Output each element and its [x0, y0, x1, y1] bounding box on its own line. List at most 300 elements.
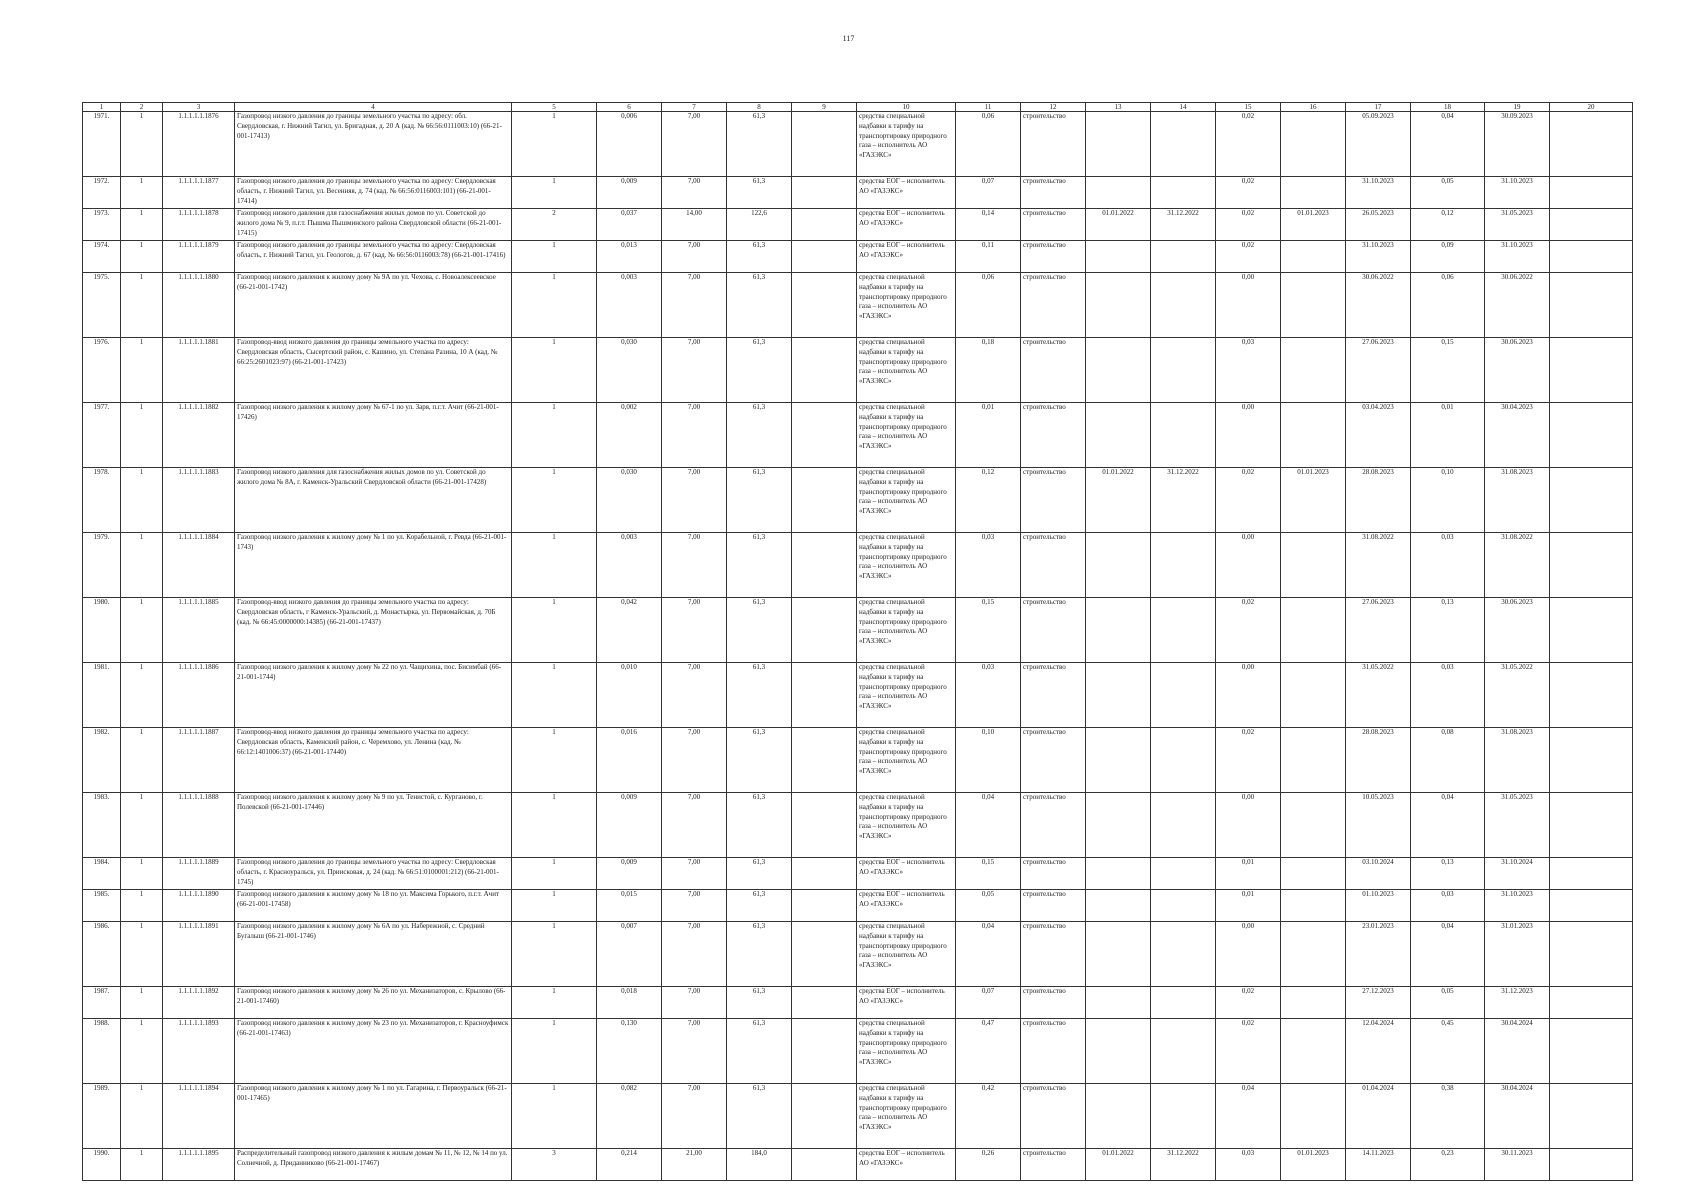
- table-cell-col-3: 1.1.1.1.1.1895: [163, 1149, 235, 1181]
- table-cell-col-11: 0,07: [956, 987, 1021, 1019]
- table-cell-col-4: Газопровод низкого давления до границы земельного участка по адресу: обл. Свердловская, г. Нижний Тагил, ул. Бригадная, д. 20 А (кад. № 66:56:0111003:10) (66-21-001-17413): [235, 112, 512, 177]
- table-cell-col-6: 0,007: [597, 922, 662, 987]
- table-row: [83, 1084, 1633, 1149]
- table-cell-col-19: 31.12.2023: [1485, 987, 1550, 1019]
- table-cell-col-13: [1086, 793, 1151, 858]
- table-cell-col-15: 0,02: [1216, 468, 1281, 533]
- table-cell-col-8: 61,3: [727, 112, 792, 177]
- table-cell-col-9: [792, 533, 857, 598]
- table-cell-col-17: 28.08.2023: [1346, 468, 1411, 533]
- table-cell-col-10: средства ЕОГ – исполнитель АО «ГАЗЭКС»: [857, 858, 956, 890]
- table-cell-col-2: 1: [121, 241, 163, 273]
- table-row: [83, 793, 1633, 858]
- table-cell-col-5: 1: [512, 858, 597, 890]
- table-cell-col-18: 0,38: [1411, 1084, 1485, 1149]
- table-cell-col-14: [1151, 403, 1216, 468]
- table-cell-col-16: [1281, 533, 1346, 598]
- table-cell-col-19: 30.06.2023: [1485, 338, 1550, 403]
- table-cell-col-8: 61,3: [727, 1084, 792, 1149]
- table-cell-col-6: 0,002: [597, 403, 662, 468]
- table-cell-col-14: [1151, 241, 1216, 273]
- table-cell-col-10: средства специальной надбавки к тарифу на транспортировку природного газа – исполнитель АО «ГАЗЭКС»: [857, 273, 956, 338]
- table-cell-col-10: средства ЕОГ – исполнитель АО «ГАЗЭКС»: [857, 177, 956, 209]
- table-cell-col-19: 31.08.2023: [1485, 468, 1550, 533]
- table-cell-col-2: 1: [121, 793, 163, 858]
- table-cell-col-17: 31.08.2022: [1346, 533, 1411, 598]
- table-row: [83, 177, 1633, 209]
- table-cell-col-9: [792, 403, 857, 468]
- table-cell-col-18: 0,08: [1411, 728, 1485, 793]
- table-cell-col-10: средства ЕОГ – исполнитель АО «ГАЗЭКС»: [857, 1149, 956, 1181]
- table-cell-col-5: 1: [512, 403, 597, 468]
- table-cell-col-2: 1: [121, 273, 163, 338]
- table-cell-col-3: 1.1.1.1.1.1891: [163, 922, 235, 987]
- table-cell-col-11: 0,03: [956, 533, 1021, 598]
- table-cell-col-12: строительство: [1021, 112, 1086, 177]
- table-cell-col-20: [1550, 403, 1633, 468]
- table-cell-col-18: 0,05: [1411, 177, 1485, 209]
- table-cell-col-4: Газопровод низкого давления к жилому дому № 26 по ул. Механизаторов, с. Крылово (66-21-001-17460): [235, 987, 512, 1019]
- table-cell-col-18: 0,10: [1411, 468, 1485, 533]
- table-cell-col-10: средства специальной надбавки к тарифу на транспортировку природного газа – исполнитель АО «ГАЗЭКС»: [857, 1084, 956, 1149]
- table-cell-col-16: [1281, 338, 1346, 403]
- table-cell-col-20: [1550, 112, 1633, 177]
- table-cell-col-11: 0,07: [956, 177, 1021, 209]
- table-cell-col-13: 01.01.2022: [1086, 468, 1151, 533]
- table-cell-col-10: средства специальной надбавки к тарифу на транспортировку природного газа – исполнитель АО «ГАЗЭКС»: [857, 728, 956, 793]
- table-cell-col-13: [1086, 858, 1151, 890]
- table-cell-col-1: 1981.: [83, 663, 121, 728]
- table-cell-col-12: строительство: [1021, 858, 1086, 890]
- table-cell-col-5: 1: [512, 598, 597, 663]
- table-cell-col-19: 31.05.2023: [1485, 209, 1550, 241]
- column-header-9: 9: [792, 103, 857, 112]
- table-cell-col-3: 1.1.1.1.1.1886: [163, 663, 235, 728]
- table-cell-col-20: [1550, 858, 1633, 890]
- table-cell-col-11: 0,11: [956, 241, 1021, 273]
- table-cell-col-18: 0,04: [1411, 793, 1485, 858]
- table-cell-col-2: 1: [121, 533, 163, 598]
- table-cell-col-3: 1.1.1.1.1.1890: [163, 890, 235, 922]
- table-cell-col-16: 01.01.2023: [1281, 468, 1346, 533]
- table-cell-col-6: 0,009: [597, 177, 662, 209]
- column-header-11: 11: [956, 103, 1021, 112]
- table-row: [83, 468, 1633, 533]
- table-cell-col-7: 7,00: [662, 533, 727, 598]
- column-header-16: 16: [1281, 103, 1346, 112]
- table-cell-col-6: 0,130: [597, 1019, 662, 1084]
- table-cell-col-3: 1.1.1.1.1.1894: [163, 1084, 235, 1149]
- table-cell-col-7: 21,00: [662, 1149, 727, 1181]
- table-cell-col-1: 1980.: [83, 598, 121, 663]
- table-cell-col-3: 1.1.1.1.1.1882: [163, 403, 235, 468]
- table-cell-col-3: 1.1.1.1.1.1885: [163, 598, 235, 663]
- table-cell-col-11: 0,04: [956, 922, 1021, 987]
- table-cell-col-10: средства ЕОГ – исполнитель АО «ГАЗЭКС»: [857, 241, 956, 273]
- table-row: [83, 663, 1633, 728]
- table-cell-col-1: 1987.: [83, 987, 121, 1019]
- table-row: [83, 241, 1633, 273]
- table-cell-col-19: 30.04.2024: [1485, 1019, 1550, 1084]
- table-cell-col-17: 28.08.2023: [1346, 728, 1411, 793]
- table-cell-col-11: 0,42: [956, 1084, 1021, 1149]
- table-cell-col-17: 01.10.2023: [1346, 890, 1411, 922]
- table-cell-col-10: средства специальной надбавки к тарифу на транспортировку природного газа – исполнитель АО «ГАЗЭКС»: [857, 112, 956, 177]
- table-cell-col-14: [1151, 890, 1216, 922]
- table-cell-col-3: 1.1.1.1.1.1879: [163, 241, 235, 273]
- table-cell-col-17: 03.04.2023: [1346, 403, 1411, 468]
- table-cell-col-6: 0,030: [597, 338, 662, 403]
- table-cell-col-10: средства ЕОГ – исполнитель АО «ГАЗЭКС»: [857, 890, 956, 922]
- table-cell-col-15: 0,00: [1216, 533, 1281, 598]
- table-cell-col-8: 61,3: [727, 598, 792, 663]
- table-cell-col-5: 1: [512, 468, 597, 533]
- table-cell-col-6: 0,214: [597, 1149, 662, 1181]
- table-cell-col-2: 1: [121, 922, 163, 987]
- table-cell-col-12: строительство: [1021, 1019, 1086, 1084]
- table-row: [83, 728, 1633, 793]
- column-header-4: 4: [235, 103, 512, 112]
- table-cell-col-16: [1281, 987, 1346, 1019]
- table-cell-col-5: 1: [512, 273, 597, 338]
- table-cell-col-12: строительство: [1021, 598, 1086, 663]
- table-cell-col-14: [1151, 338, 1216, 403]
- table-cell-col-2: 1: [121, 209, 163, 241]
- table-cell-col-15: 0,00: [1216, 922, 1281, 987]
- table-cell-col-17: 31.05.2022: [1346, 663, 1411, 728]
- table-cell-col-9: [792, 728, 857, 793]
- table-cell-col-17: 14.11.2023: [1346, 1149, 1411, 1181]
- table-cell-col-11: 0,12: [956, 468, 1021, 533]
- table-cell-col-2: 1: [121, 468, 163, 533]
- table-cell-col-2: 1: [121, 112, 163, 177]
- table-cell-col-18: 0,13: [1411, 598, 1485, 663]
- table-cell-col-8: 61,3: [727, 177, 792, 209]
- table-cell-col-19: 30.11.2023: [1485, 1149, 1550, 1181]
- table-cell-col-15: 0,02: [1216, 728, 1281, 793]
- table-cell-col-16: [1281, 890, 1346, 922]
- table-cell-col-5: 1: [512, 338, 597, 403]
- table-row: [83, 890, 1633, 922]
- table-cell-col-8: 61,3: [727, 728, 792, 793]
- table-cell-col-4: Газопровод низкого давления к жилому дому № 67-1 по ул. Заря, п.г.т. Ачит (66-21-001-17426): [235, 403, 512, 468]
- table-cell-col-1: 1985.: [83, 890, 121, 922]
- table-cell-col-18: 0,45: [1411, 1019, 1485, 1084]
- table-cell-col-3: 1.1.1.1.1.1878: [163, 209, 235, 241]
- table-cell-col-4: Газопровод низкого давления к жилому дому № 6А по ул. Набережной, с. Средний Бугалыш (66-21-001-1746): [235, 922, 512, 987]
- table-cell-col-16: [1281, 273, 1346, 338]
- table-cell-col-15: 0,02: [1216, 598, 1281, 663]
- table-cell-col-7: 7,00: [662, 241, 727, 273]
- table-cell-col-3: 1.1.1.1.1.1888: [163, 793, 235, 858]
- table-cell-col-11: 0,47: [956, 1019, 1021, 1084]
- table-cell-col-16: [1281, 177, 1346, 209]
- table-cell-col-16: [1281, 728, 1346, 793]
- table-cell-col-2: 1: [121, 403, 163, 468]
- table-cell-col-6: 0,010: [597, 663, 662, 728]
- table-cell-col-14: [1151, 663, 1216, 728]
- table-cell-col-9: [792, 1019, 857, 1084]
- table-cell-col-9: [792, 858, 857, 890]
- table-cell-col-20: [1550, 663, 1633, 728]
- table-row: [83, 922, 1633, 987]
- table-cell-col-1: 1977.: [83, 403, 121, 468]
- table-cell-col-18: 0,04: [1411, 922, 1485, 987]
- table-cell-col-4: Газопровод низкого давления к жилому дому № 23 по ул. Механизаторов, г. Красноуфимск (66-21-001-17463): [235, 1019, 512, 1084]
- table-cell-col-18: 0,06: [1411, 273, 1485, 338]
- table-cell-col-8: 184,0: [727, 1149, 792, 1181]
- table-cell-col-20: [1550, 338, 1633, 403]
- table-cell-col-20: [1550, 922, 1633, 987]
- table-cell-col-5: 1: [512, 1019, 597, 1084]
- table-cell-col-18: 0,05: [1411, 987, 1485, 1019]
- table-body: [83, 112, 1633, 1181]
- table-cell-col-14: 31.12.2022: [1151, 468, 1216, 533]
- column-header-12: 12: [1021, 103, 1086, 112]
- table-cell-col-8: 61,3: [727, 533, 792, 598]
- table-cell-col-16: [1281, 241, 1346, 273]
- table-cell-col-5: 3: [512, 1149, 597, 1181]
- table-cell-col-17: 05.09.2023: [1346, 112, 1411, 177]
- column-header-20: 20: [1550, 103, 1633, 112]
- table-cell-col-4: Газопровод низкого давления к жилому дому № 22 по ул. Чащихина, пос. Бисимбай (66-21-001-1744): [235, 663, 512, 728]
- table-cell-col-19: 31.05.2022: [1485, 663, 1550, 728]
- table-cell-col-8: 61,3: [727, 273, 792, 338]
- table-cell-col-11: 0,18: [956, 338, 1021, 403]
- table-cell-col-17: 23.01.2023: [1346, 922, 1411, 987]
- table-cell-col-15: 0,02: [1216, 112, 1281, 177]
- table-cell-col-7: 7,00: [662, 922, 727, 987]
- table-cell-col-14: 31.12.2022: [1151, 209, 1216, 241]
- table-cell-col-8: 61,3: [727, 987, 792, 1019]
- table-cell-col-10: средства специальной надбавки к тарифу на транспортировку природного газа – исполнитель АО «ГАЗЭКС»: [857, 793, 956, 858]
- table-cell-col-7: 7,00: [662, 598, 727, 663]
- table-cell-col-1: 1984.: [83, 858, 121, 890]
- table-cell-col-18: 0,04: [1411, 112, 1485, 177]
- table-cell-col-17: 12.04.2024: [1346, 1019, 1411, 1084]
- table-cell-col-12: строительство: [1021, 728, 1086, 793]
- table-cell-col-2: 1: [121, 1084, 163, 1149]
- table-cell-col-3: 1.1.1.1.1.1883: [163, 468, 235, 533]
- table-cell-col-17: 26.05.2023: [1346, 209, 1411, 241]
- table-cell-col-19: 31.10.2023: [1485, 890, 1550, 922]
- table-cell-col-17: 30.06.2022: [1346, 273, 1411, 338]
- table-cell-col-5: 1: [512, 533, 597, 598]
- table-cell-col-4: Газопровод-ввод низкого давления до границы земельного участка по адресу: Свердловская область, Каменский район, с. Черемхово, ул. Ленина (кад. № 66:12:1401006:37) (66-21-001-17440): [235, 728, 512, 793]
- table-cell-col-4: Газопровод низкого давления к жилому дому № 1 по ул. Корабельной, г. Ревда (66-21-001-1743): [235, 533, 512, 598]
- table-cell-col-6: 0,016: [597, 728, 662, 793]
- table-cell-col-16: 01.01.2023: [1281, 209, 1346, 241]
- table-cell-col-18: 0,03: [1411, 533, 1485, 598]
- table-cell-col-18: 0,03: [1411, 890, 1485, 922]
- table-cell-col-7: 7,00: [662, 338, 727, 403]
- table-cell-col-19: 31.08.2022: [1485, 533, 1550, 598]
- table-cell-col-16: 01.01.2023: [1281, 1149, 1346, 1181]
- table-cell-col-17: 27.06.2023: [1346, 338, 1411, 403]
- column-header-10: 10: [857, 103, 956, 112]
- table-cell-col-20: [1550, 890, 1633, 922]
- table-cell-col-12: строительство: [1021, 273, 1086, 338]
- table-cell-col-12: строительство: [1021, 403, 1086, 468]
- table-cell-col-20: [1550, 728, 1633, 793]
- table-cell-col-19: 30.06.2023: [1485, 598, 1550, 663]
- table-cell-col-17: 03.10.2024: [1346, 858, 1411, 890]
- table-cell-col-9: [792, 922, 857, 987]
- table-cell-col-13: [1086, 338, 1151, 403]
- table-cell-col-15: 0,03: [1216, 338, 1281, 403]
- table-cell-col-3: 1.1.1.1.1.1876: [163, 112, 235, 177]
- table-cell-col-19: 30.06.2022: [1485, 273, 1550, 338]
- table-cell-col-7: 7,00: [662, 663, 727, 728]
- table-cell-col-1: 1990.: [83, 1149, 121, 1181]
- table-cell-col-3: 1.1.1.1.1.1877: [163, 177, 235, 209]
- column-header-14: 14: [1151, 103, 1216, 112]
- table-cell-col-16: [1281, 793, 1346, 858]
- table-cell-col-9: [792, 793, 857, 858]
- table-cell-col-15: 0,02: [1216, 209, 1281, 241]
- table-cell-col-19: 30.09.2023: [1485, 112, 1550, 177]
- table-cell-col-9: [792, 468, 857, 533]
- table-cell-col-20: [1550, 209, 1633, 241]
- table-cell-col-8: 61,3: [727, 1019, 792, 1084]
- table-cell-col-11: 0,04: [956, 793, 1021, 858]
- table-cell-col-2: 1: [121, 338, 163, 403]
- table-cell-col-11: 0,15: [956, 858, 1021, 890]
- table-cell-col-9: [792, 273, 857, 338]
- table-cell-col-15: 0,00: [1216, 793, 1281, 858]
- table-row: [83, 273, 1633, 338]
- table-cell-col-10: средства специальной надбавки к тарифу на транспортировку природного газа – исполнитель АО «ГАЗЭКС»: [857, 1019, 956, 1084]
- data-table: [82, 102, 1633, 1181]
- table-cell-col-13: 01.01.2022: [1086, 1149, 1151, 1181]
- table-cell-col-13: [1086, 1084, 1151, 1149]
- table-cell-col-3: 1.1.1.1.1.1880: [163, 273, 235, 338]
- table-row: [83, 112, 1633, 177]
- table-cell-col-18: 0,03: [1411, 663, 1485, 728]
- table-cell-col-19: 31.08.2023: [1485, 728, 1550, 793]
- column-header-6: 6: [597, 103, 662, 112]
- table-cell-col-11: 0,14: [956, 209, 1021, 241]
- table-cell-col-7: 7,00: [662, 403, 727, 468]
- table-cell-col-1: 1975.: [83, 273, 121, 338]
- table-cell-col-15: 0,02: [1216, 1019, 1281, 1084]
- table-cell-col-14: [1151, 1019, 1216, 1084]
- table-cell-col-3: 1.1.1.1.1.1881: [163, 338, 235, 403]
- table-cell-col-9: [792, 598, 857, 663]
- table-row: [83, 338, 1633, 403]
- table-cell-col-14: [1151, 598, 1216, 663]
- table-cell-col-10: средства ЕОГ – исполнитель АО «ГАЗЭКС»: [857, 209, 956, 241]
- table-cell-col-16: [1281, 922, 1346, 987]
- table-cell-col-7: 7,00: [662, 858, 727, 890]
- table-cell-col-7: 7,00: [662, 177, 727, 209]
- table-cell-col-19: 31.01.2023: [1485, 922, 1550, 987]
- page-number: 117: [842, 34, 855, 43]
- table-cell-col-10: средства специальной надбавки к тарифу на транспортировку природного газа – исполнитель АО «ГАЗЭКС»: [857, 468, 956, 533]
- table-cell-col-12: строительство: [1021, 1149, 1086, 1181]
- table-cell-col-12: строительство: [1021, 209, 1086, 241]
- table-cell-col-12: строительство: [1021, 177, 1086, 209]
- table-cell-col-7: 7,00: [662, 1019, 727, 1084]
- table-cell-col-5: 1: [512, 922, 597, 987]
- table-cell-col-10: средства специальной надбавки к тарифу на транспортировку природного газа – исполнитель АО «ГАЗЭКС»: [857, 922, 956, 987]
- table-row: [83, 987, 1633, 1019]
- table-cell-col-11: 0,01: [956, 403, 1021, 468]
- table-cell-col-8: 122,6: [727, 209, 792, 241]
- table-cell-col-6: 0,018: [597, 987, 662, 1019]
- table-cell-col-1: 1979.: [83, 533, 121, 598]
- table-cell-col-12: строительство: [1021, 793, 1086, 858]
- table-row: [83, 1019, 1633, 1084]
- table-cell-col-20: [1550, 793, 1633, 858]
- table-cell-col-2: 1: [121, 1149, 163, 1181]
- table-cell-col-12: строительство: [1021, 338, 1086, 403]
- table-cell-col-13: [1086, 533, 1151, 598]
- table-cell-col-19: 31.10.2024: [1485, 858, 1550, 890]
- table-cell-col-1: 1978.: [83, 468, 121, 533]
- table-row: [83, 598, 1633, 663]
- table-cell-col-13: [1086, 403, 1151, 468]
- table-cell-col-3: 1.1.1.1.1.1889: [163, 858, 235, 890]
- table-cell-col-1: 1973.: [83, 209, 121, 241]
- table-cell-col-20: [1550, 1019, 1633, 1084]
- table-cell-col-13: [1086, 922, 1151, 987]
- table-cell-col-19: 31.10.2023: [1485, 177, 1550, 209]
- table-cell-col-14: [1151, 112, 1216, 177]
- column-header-15: 15: [1216, 103, 1281, 112]
- table-cell-col-16: [1281, 598, 1346, 663]
- table-cell-col-6: 0,003: [597, 533, 662, 598]
- table-row: [83, 403, 1633, 468]
- table-cell-col-10: средства ЕОГ – исполнитель АО «ГАЗЭКС»: [857, 987, 956, 1019]
- table-cell-col-2: 1: [121, 728, 163, 793]
- table-cell-col-4: Газопровод низкого давления для газоснабжения жилых домов по ул. Советской до жилого дома № 9, п.г.т. Пышма Пышминского района Свердловской области (66-21-001-17415): [235, 209, 512, 241]
- table-cell-col-15: 0,02: [1216, 177, 1281, 209]
- table-cell-col-7: 7,00: [662, 1084, 727, 1149]
- table-cell-col-16: [1281, 663, 1346, 728]
- table-cell-col-19: 31.10.2023: [1485, 241, 1550, 273]
- table-cell-col-20: [1550, 241, 1633, 273]
- table-cell-col-7: 7,00: [662, 273, 727, 338]
- table-cell-col-6: 0,009: [597, 793, 662, 858]
- table-cell-col-1: 1972.: [83, 177, 121, 209]
- table-row: [83, 209, 1633, 241]
- table-cell-col-5: 1: [512, 987, 597, 1019]
- table-cell-col-11: 0,10: [956, 728, 1021, 793]
- table-cell-col-20: [1550, 987, 1633, 1019]
- table-cell-col-12: строительство: [1021, 987, 1086, 1019]
- table-cell-col-5: 1: [512, 663, 597, 728]
- table-cell-col-5: 2: [512, 209, 597, 241]
- table-cell-col-1: 1976.: [83, 338, 121, 403]
- table-cell-col-3: 1.1.1.1.1.1884: [163, 533, 235, 598]
- table-cell-col-18: 0,13: [1411, 858, 1485, 890]
- table-cell-col-2: 1: [121, 890, 163, 922]
- table-cell-col-1: 1989.: [83, 1084, 121, 1149]
- table-cell-col-9: [792, 338, 857, 403]
- table-cell-col-1: 1974.: [83, 241, 121, 273]
- table-cell-col-1: 1988.: [83, 1019, 121, 1084]
- table-cell-col-13: [1086, 728, 1151, 793]
- table-cell-col-16: [1281, 112, 1346, 177]
- table-cell-col-20: [1550, 1149, 1633, 1181]
- column-header-17: 17: [1346, 103, 1411, 112]
- column-header-8: 8: [727, 103, 792, 112]
- table-cell-col-7: 7,00: [662, 468, 727, 533]
- table-cell-col-8: 61,3: [727, 241, 792, 273]
- table-cell-col-5: 1: [512, 112, 597, 177]
- table-cell-col-13: [1086, 987, 1151, 1019]
